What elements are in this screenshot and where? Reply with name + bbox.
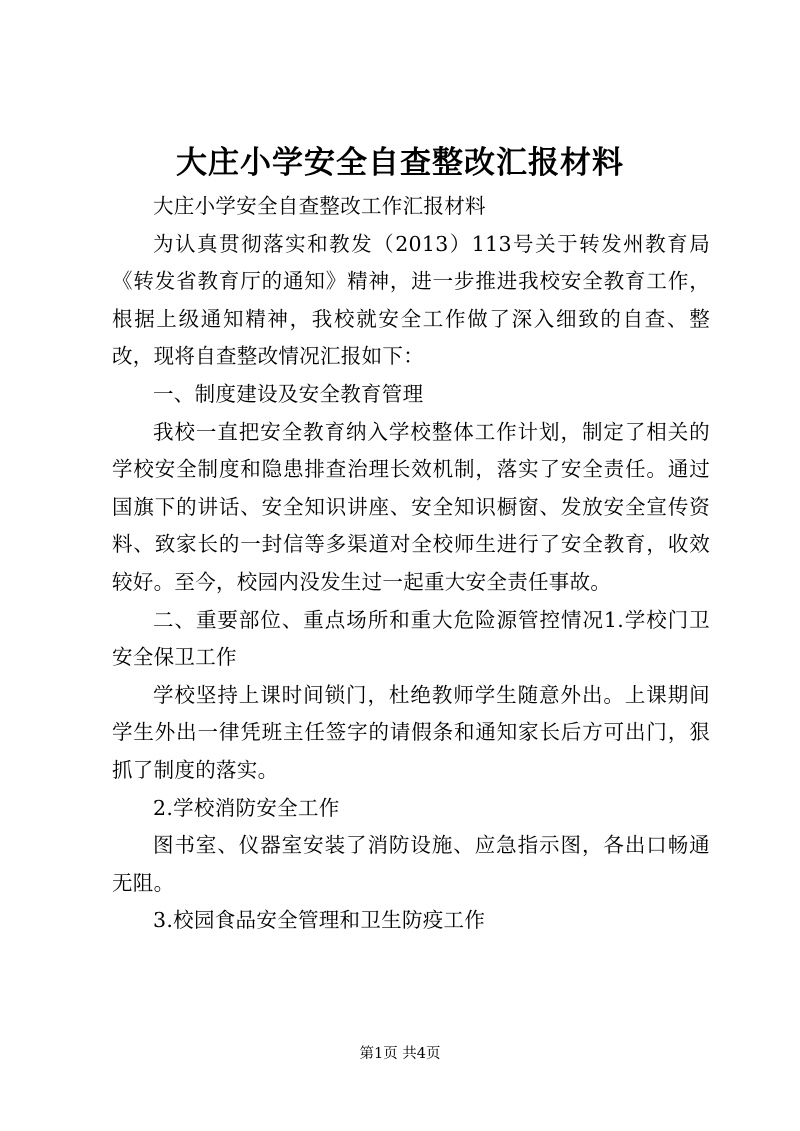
page-number-footer: 第1页 共4页 (359, 1046, 441, 1062)
section-2-paragraph: 学校坚持上课时间锁门，杜绝教师学生随意外出。上课期间学生外出一律凭班主任签字的请假条和通知家长后方可出门，狠抓了制度的落实。 (112, 682, 710, 782)
subsection-heading-2: 2.学校消防安全工作 (153, 795, 340, 820)
subtitle-paragraph: 大庄小学安全自查整改工作汇报材料 (153, 194, 486, 218)
document-body (112, 188, 710, 940)
section-1-paragraph: 我校一直把安全教育纳入学校整体工作计划，制定了相关的学校安全制度和隐患排查治理长效机制，落实了安全责任。通过国旗下的讲话、安全知识讲座、安全知识橱窗、发放安全宣传资料、致家长的一封信等多渠道对全校师生进行了安全教育，收效较好。至今，校园内没发生过一起重大安全责任事故。 (112, 419, 710, 594)
subsection-heading-3: 3.校园食品安全管理和卫生防疫工作 (153, 908, 486, 933)
document-title: 大庄小学安全自查整改汇报材料 (176, 145, 624, 181)
subsection-2-paragraph: 图书室、仪器室安装了消防设施、应急指示图，各出口畅通无阻。 (112, 833, 710, 895)
intro-paragraph: 为认真贯彻落实和教发（2013）113号关于转发州教育局《转发省教育厅的通知》精神，进一步推进我校安全教育工作，根据上级通知精神，我校就安全工作做了深入细致的自查、整改，现将自查整改情况汇报如下： (112, 231, 710, 369)
section-heading-1: 一、制度建设及安全教育管理 (153, 381, 424, 406)
section-heading-2: 二、重要部位、重点场所和重大危险源管控情况1.学校门卫安全保卫工作 (112, 607, 710, 670)
